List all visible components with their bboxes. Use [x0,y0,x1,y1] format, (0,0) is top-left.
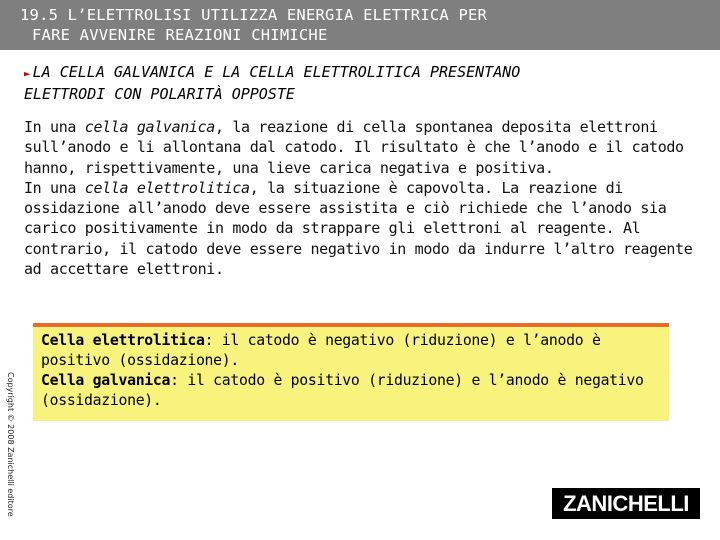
callout-galvanic-term: Cella galvanica [41,372,171,389]
subheading-line-1: LA CELLA GALVANICA E LA CELLA ELETTROLITICA PRESENTANO [32,63,521,81]
paragraph-galvanic-rest: , la reazione di cella spontanea deposita elettroni sull’anodo e li allontana dal catodo. Il risultato è che l’anodo e il catodo hanno, rispettivamente, una lieve carica negativa e positiva. [24,118,684,177]
page-title-line-2: FARE AVVENIRE REAZIONI CHIMICHE [32,26,328,44]
callout-electrolytic-text: : il catodo è negativo (riduzione) e l’anodo è positivo (ossidazione). [41,332,601,369]
body-text [24,117,704,279]
page-title-line-1: 19.5 L’ELETTROLISI UTILIZZA ENERGIA ELETTRICA PER [20,6,488,24]
zanichelli-logo: ZANICHELLI [552,488,700,519]
title-bar [0,0,720,50]
term-cella-galvanica: cella galvanica [84,118,215,136]
callout-electrolytic-term: Cella elettrolitica [41,332,205,349]
subheading-line-2: ELETTRODI CON POLARITÀ OPPOSTE [24,85,295,103]
term-cella-elettrolitica: cella elettrolitica [84,178,250,197]
subheading [24,62,714,104]
page-title [20,5,487,45]
bullet-arrow-icon: ► [24,67,31,80]
copyright-notice: Copyright © 2008 Zanichelli editore [6,372,15,517]
paragraph-electrolytic-lead: In una [24,178,85,197]
paragraph-galvanic-lead: In una [24,118,85,136]
callout-galvanic [41,371,661,411]
callout-electrolytic [41,331,661,371]
paragraph-electrolytic [24,178,704,279]
summary-callout [33,323,669,421]
paragraph-electrolytic-rest: , la situazione è capovolta. La reazione di ossidazione all’anodo deve essere assistita e ciò richiede che l’anodo sia carico positivamente in modo da strappare gli elettroni al reagente. Al contrario, il catodo deve essere negativo in modo da indurre l’altro reagente ad accettare elettroni. [24,178,693,279]
callout-galvanic-text: : il catodo è positivo (riduzione) e l’anodo è negativo (ossidazione). [41,372,644,409]
paragraph-galvanic [24,117,704,178]
